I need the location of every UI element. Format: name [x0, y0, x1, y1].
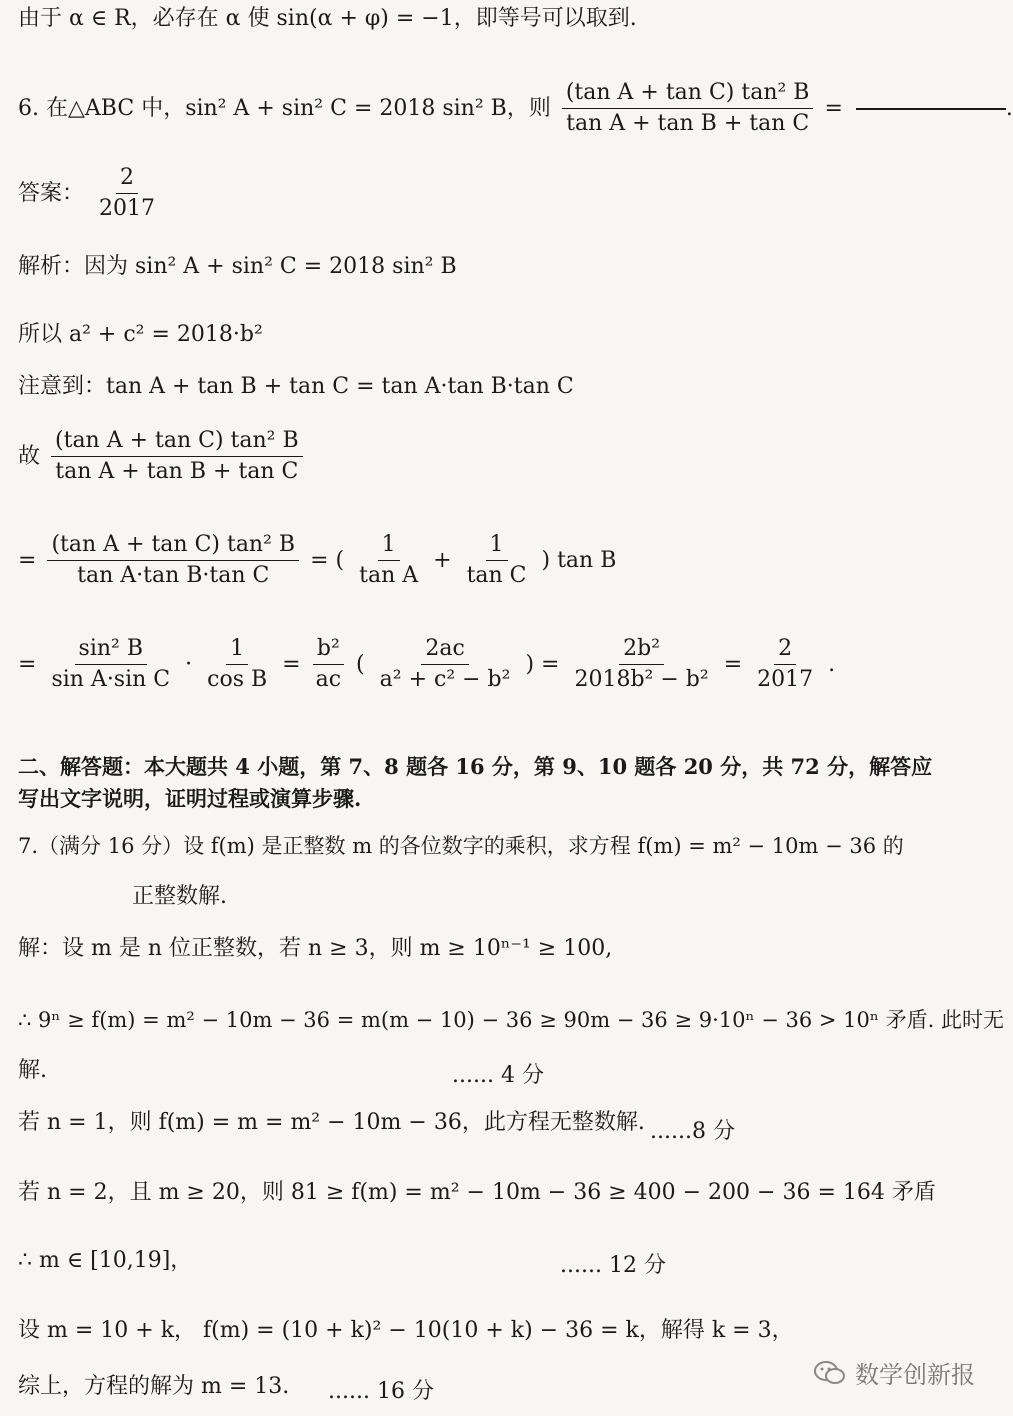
l5-frac-2 — [463, 532, 531, 590]
question-7-cont: 正整数解. — [132, 884, 227, 909]
q6-frac-den: tan A + tan B + tan C — [566, 111, 810, 137]
l5-f1-den: tan A — [359, 563, 419, 589]
section-2-heading: 二、解答题：本大题共 4 小题，第 7、8 题各 16 分，第 9、10 题各 20 分，共 72 分，解答应 — [18, 754, 933, 779]
l6-c-num: b² — [313, 636, 344, 665]
l5-frac-1 — [355, 532, 422, 590]
l6-a-den: sin A·sin C — [51, 667, 171, 693]
l5-f2-den: tan C — [466, 563, 527, 589]
score-4: ...... 4 分 — [452, 1063, 544, 1088]
l5-den: tan A·tan B·tan C — [77, 563, 270, 589]
solution-line-7: 设 m = 10 + k， f(m) = (10 + k)² − 10(10 + k) − 36 = k，解得 k = 3， — [18, 1318, 794, 1343]
l6-d-den: a² + c² − b² — [379, 667, 511, 693]
l6-frac-d — [376, 636, 515, 694]
l6-frac-b — [203, 636, 271, 694]
question-6 — [18, 80, 1013, 138]
answer-label: 答案： — [18, 180, 85, 206]
l6-eq3: = — [723, 651, 743, 677]
l5-num: (tan A + tan C) tan² B — [47, 532, 299, 561]
l6-frac-f — [753, 636, 817, 694]
watermark — [813, 1355, 975, 1390]
l4-num: (tan A + tan C) tan² B — [51, 428, 303, 457]
solution-line-6: ∴ m ∈ [10,19]， — [18, 1248, 193, 1273]
l6-close: ) = — [525, 651, 560, 677]
analysis-line-5 — [18, 532, 616, 590]
l5-plus: + — [433, 547, 452, 573]
l5-f2-num: 1 — [486, 532, 508, 561]
analysis-line-4 — [18, 428, 307, 486]
score-12: ...... 12 分 — [560, 1253, 666, 1278]
analysis-line-2: 所以 a² + c² = 2018·b² — [18, 322, 263, 347]
analysis-line-3: 注意到：tan A + tan B + tan C = tan A·tan B·tan C — [18, 374, 574, 399]
l6-end: . — [828, 651, 836, 677]
l6-b-den: cos B — [207, 667, 268, 693]
l6-frac-c — [312, 636, 345, 694]
solution-line-1: 解：设 m 是 n 位正整数，若 n ≥ 3，则 m ≥ 10ⁿ⁻¹ ≥ 100, — [18, 936, 613, 961]
l6-dot: · — [185, 651, 193, 677]
l6-open: ( — [356, 651, 365, 677]
q6-frac-num: (tan A + tan C) tan² B — [562, 80, 814, 109]
solution-line-8: 综上，方程的解为 m = 13. — [18, 1374, 290, 1399]
q6-equals: = — [824, 95, 843, 121]
answer-line — [18, 165, 163, 223]
intro-line: 由于 α ∈ R，必存在 α 使 sin(α + φ) = −1，即等号可以取到. — [18, 6, 637, 31]
l5-f1-num: 1 — [378, 532, 400, 561]
solution-line-2: ∴ 9ⁿ ≥ f(m) = m² − 10m − 36 = m(m − 10) − 36 ≥ 90m − 36 ≥ 9·10ⁿ − 36 > 10ⁿ 矛盾. 此时无 — [18, 1008, 1005, 1032]
solution-line-3: 解. — [18, 1058, 47, 1083]
question-7: 7.（满分 16 分）设 f(m) 是正整数 m 的各位数字的乘积，求方程 f(m) = m² − 10m − 36 的 — [18, 834, 904, 858]
solution-line-5: 若 n = 2，且 m ≥ 20，则 81 ≥ f(m) = m² − 10m − 36 ≥ 400 − 200 − 36 = 164 矛盾 — [18, 1180, 936, 1205]
answer-den: 2017 — [99, 196, 156, 222]
analysis-line-6 — [18, 636, 835, 694]
l6-eq: = — [18, 651, 37, 677]
l5-mid: = ( — [310, 547, 345, 573]
l6-f-den: 2017 — [757, 667, 814, 693]
l5-eq: = — [18, 547, 37, 573]
l6-d-num: 2ac — [421, 636, 468, 665]
l6-frac-e — [570, 636, 712, 694]
q6-fraction — [562, 80, 814, 138]
score-8: ......8 分 — [650, 1119, 735, 1144]
l4-den: tan A + tan B + tan C — [55, 459, 299, 485]
answer-fraction — [95, 165, 159, 223]
answer-blank — [856, 108, 1006, 110]
section-2-heading-cont: 写出文字说明，证明过程或演算步骤. — [18, 786, 362, 811]
q6-end: . — [1005, 95, 1013, 121]
score-16: ...... 16 分 — [328, 1379, 434, 1404]
l5-tail: ) tan B — [541, 547, 617, 573]
q6-prefix: 6. 在△ABC 中，sin² A + sin² C = 2018 sin² B，则 — [18, 95, 551, 121]
analysis-line-1: 解析：因为 sin² A + sin² C = 2018 sin² B — [18, 254, 457, 279]
l6-a-num: sin² B — [75, 636, 147, 665]
l6-e-den: 2018b² − b² — [574, 667, 709, 693]
l6-f-num: 2 — [774, 636, 796, 665]
l6-b-num: 1 — [226, 636, 248, 665]
l6-eq2: = — [282, 651, 301, 677]
l6-frac-a — [47, 636, 174, 694]
l4-fraction — [51, 428, 303, 486]
answer-num: 2 — [116, 165, 138, 194]
l5-fraction — [47, 532, 299, 590]
wechat-icon — [813, 1359, 847, 1387]
analysis-gu: 故 — [18, 443, 41, 469]
solution-line-4: 若 n = 1，则 f(m) = m = m² − 10m − 36，此方程无整数解. — [18, 1110, 645, 1135]
l6-e-num: 2b² — [619, 636, 664, 665]
watermark-text: 数学创新报 — [855, 1361, 975, 1389]
l6-c-den: ac — [315, 667, 342, 693]
